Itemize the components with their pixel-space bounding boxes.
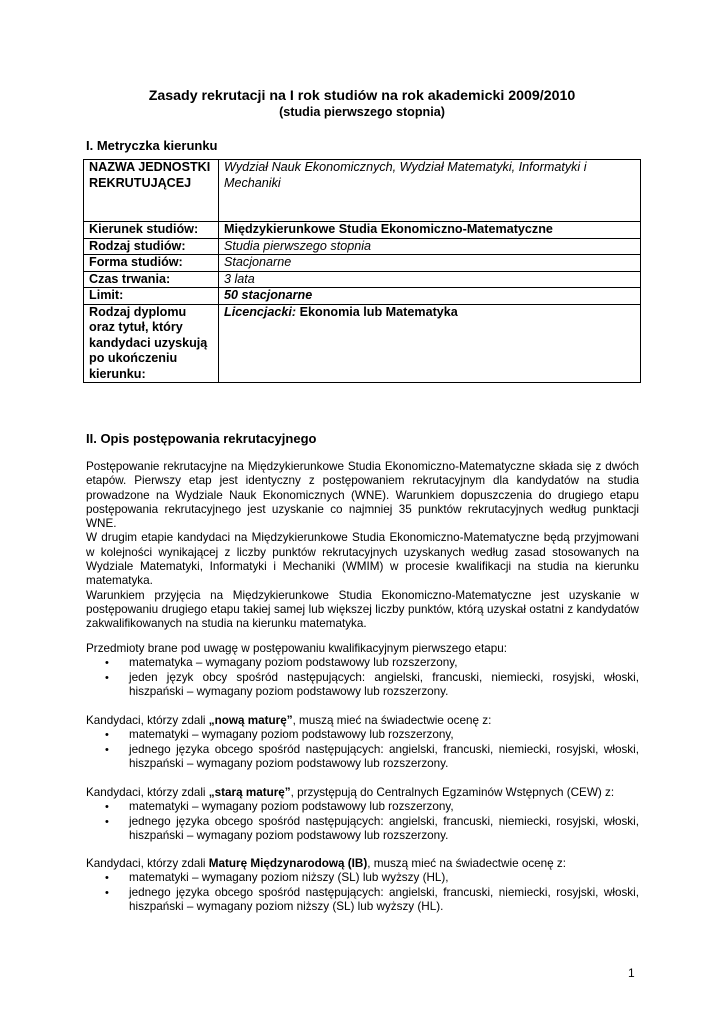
- ib-matura-intro: Kandydaci, którzy zdali Maturę Międzynarodową (IB), muszą mieć na świadectwie ocenę z:: [86, 857, 567, 870]
- diploma-value-cell: [219, 304, 641, 383]
- bullet-icon: •: [105, 657, 109, 670]
- page-number: 1: [628, 966, 635, 980]
- list-item: • matematyki – wymagany poziom niższy (SL) lub wyższy (HL),: [105, 871, 449, 885]
- table-row: [84, 304, 641, 383]
- old-matura-intro: Kandydaci, którzy zdali „starą maturę”, przystępują do Centralnych Egzaminów Wstępnych (CEW) z:: [86, 786, 615, 799]
- list-item: • matematyki – wymagany poziom podstawowy lub rozszerzony,: [105, 728, 454, 742]
- bullet-icon: •: [105, 743, 109, 756]
- diploma-value: Ekonomia lub Matematyka: [299, 304, 458, 319]
- bullet-icon: •: [105, 886, 109, 899]
- ib-matura-list: [86, 871, 639, 914]
- form-label: Forma studiów:: [84, 255, 219, 272]
- first-stage-subjects: [86, 642, 639, 699]
- new-matura-requirements: [86, 714, 639, 771]
- list-item: • jednego języka obcego spośród następujących: angielski, francuski, niemiecki, rosyjski, włoski, hiszpański – wymagany poziom podstawowy lub rozszerzony.: [105, 814, 639, 842]
- bullet-icon: •: [105, 801, 109, 814]
- diploma-label: Rodzaj dyplomu oraz tytuł, który kandydaci uzyskują po ukończeniu kierunku:: [84, 304, 219, 383]
- duration-label: Czas trwania:: [84, 271, 219, 288]
- document-title: Zasady rekrutacji na I rok studiów na rok akademicki 2009/2010: [148, 88, 576, 104]
- old-matura-requirements: [86, 786, 639, 843]
- paragraph-admission-condition: Warunkiem przyjęcia na Międzykierunkowe Studia Ekonomiczno-Matematyczne jest uzyskanie w postępowaniu drugiego etapu takiej samej lub większej liczby punktów, którą uzyskał ostatni z kandydatów zakwalifikowanych na studia na kierunku matematyka.: [86, 588, 639, 631]
- list-item: • jeden język obcy spośród następujących: angielski, francuski, niemiecki, rosyjski, włoski, hiszpański – wymagany poziom podstawowy lub rozszerzony.: [105, 670, 639, 698]
- direction-value: Międzykierunkowe Studia Ekonomiczno-Matematyczne: [219, 222, 641, 239]
- list-item: • jednego języka obcego spośród następujących: angielski, francuski, niemiecki, rosyjski, włoski, hiszpański – wymagany poziom niższy (SL) lub wyższy (HL).: [105, 885, 639, 913]
- list-item: • matematyki – wymagany poziom podstawowy lub rozszerzony,: [105, 800, 454, 814]
- section-1-heading: I. Metryczka kierunku: [86, 138, 218, 153]
- limit-label: Limit:: [84, 288, 219, 305]
- paragraph-second-stage: W drugim etapie kandydaci na Międzykierunkowe Studia Ekonomiczno-Matematyczne będą przyjmowani w kolejności wynikającej z liczby punktów rekrutacyjnych uzyskanych według zasad stosowanych na Wydziale Matematyki, Informatyki i Mechaniki (WMIM) w procesie kwalifikacji na studia na kierunku matematyka.: [86, 531, 639, 588]
- ib-matura-requirements: [86, 857, 639, 914]
- type-value: Studia pierwszego stopnia: [219, 238, 641, 255]
- bullet-icon: •: [105, 729, 109, 742]
- metrics-table: [83, 159, 641, 383]
- table-row: [84, 255, 641, 272]
- table-row: [84, 271, 641, 288]
- diploma-prefix: Licencjacki:: [224, 304, 297, 319]
- paragraph-stages: Postępowanie rekrutacyjne na Międzykierunkowe Studia Ekonomiczno-Matematyczne składa się z dwóch etapów. Pierwszy etap jest identyczny z postępowaniem rekrutacyjnym dla kandydatów na studia prowadzone na Wydziale Nauk Ekonomicznych (WNE). Warunkiem dopuszczenia do drugiego etapu postępowania rekrutacyjnego jest uzyskanie co najmniej 35 punktów rekrutacyjnych według punktacji WNE.: [86, 460, 639, 531]
- table-row: [84, 238, 641, 255]
- direction-label: Kierunek studiów:: [84, 222, 219, 239]
- bullet-icon: •: [105, 872, 109, 885]
- document-subtitle: (studia pierwszego stopnia): [279, 105, 445, 119]
- procedure-description: [86, 460, 639, 632]
- type-label: Rodzaj studiów:: [84, 238, 219, 255]
- table-row: [84, 160, 641, 222]
- list-item: • matematyka – wymagany poziom podstawowy lub rozszerzony,: [105, 656, 458, 670]
- new-matura-intro: Kandydaci, którzy zdali „nową maturę”, muszą mieć na świadectwie ocenę z:: [86, 714, 492, 727]
- bullet-icon: •: [105, 671, 109, 684]
- new-matura-list: [86, 728, 639, 771]
- list-item: • jednego języka obcego spośród następujących: angielski, francuski, niemiecki, rosyjski, włoski, hiszpański – wymagany poziom podstawowy lub rozszerzony.: [105, 742, 639, 770]
- unit-label: NAZWA JEDNOSTKI REKRUTUJĄCEJ: [84, 160, 219, 222]
- duration-value: 3 lata: [219, 271, 641, 288]
- unit-value: Wydział Nauk Ekonomicznych, Wydział Matematyki, Informatyki i Mechaniki: [219, 160, 641, 222]
- table-row: [84, 222, 641, 239]
- table-row: [84, 288, 641, 305]
- subjects-list: [86, 656, 639, 699]
- bullet-icon: •: [105, 815, 109, 828]
- subjects-intro: Przedmioty brane pod uwagę w postępowaniu kwalifikacyjnym pierwszego etapu:: [86, 642, 507, 655]
- limit-value: 50 stacjonarne: [219, 288, 641, 305]
- old-matura-list: [86, 800, 639, 843]
- section-2-heading: II. Opis postępowania rekrutacyjnego: [86, 431, 317, 446]
- form-value: Stacjonarne: [219, 255, 641, 272]
